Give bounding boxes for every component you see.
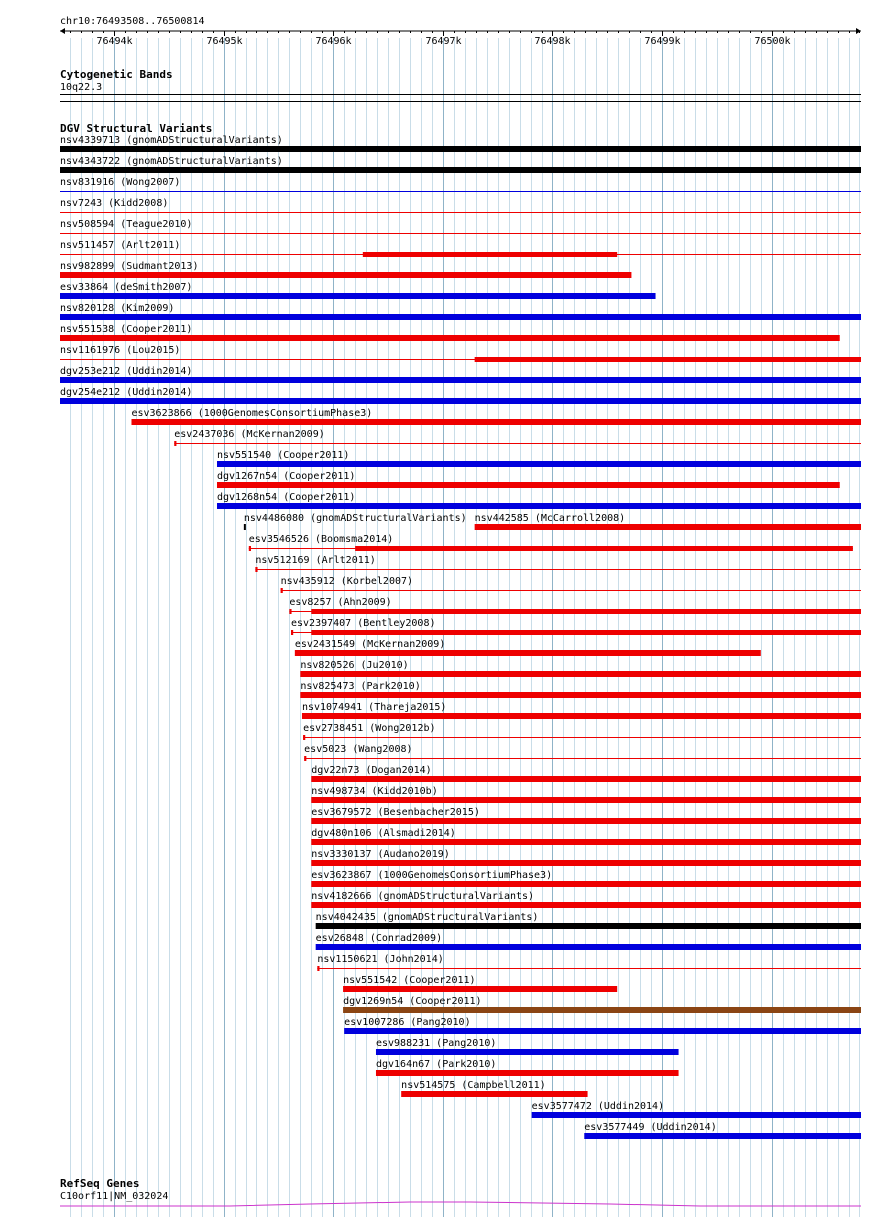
- refseq-gene-label[interactable]: C10orf11|NM_032024: [60, 1191, 169, 1202]
- dgv-variant-bar[interactable]: [316, 944, 861, 950]
- dgv-variant[interactable]: [311, 849, 861, 866]
- dgv-variant-bar[interactable]: [60, 377, 861, 383]
- dgv-variant[interactable]: [289, 597, 861, 614]
- dgv-variant-bar[interactable]: [316, 923, 861, 929]
- dgv-variant[interactable]: [60, 156, 861, 173]
- dgv-variant-bar[interactable]: [343, 986, 617, 992]
- dgv-variant-bar[interactable]: [311, 881, 861, 887]
- dgv-variant-label[interactable]: dgv164n67 (Park2010): [375, 1059, 497, 1070]
- dgv-variant-label[interactable]: dgv1267n54 (Cooper2011): [216, 471, 356, 482]
- dgv-variant-bar[interactable]: [131, 419, 861, 425]
- dgv-variant-label[interactable]: nsv7243 (Kidd2008): [60, 198, 169, 209]
- dgv-variant-label[interactable]: nsv820526 (Ju2010): [300, 660, 409, 671]
- dgv-variant[interactable]: [174, 429, 861, 446]
- dgv-variant-block[interactable]: [355, 546, 853, 551]
- refseq-track-title[interactable]: RefSeq Genes: [60, 1177, 140, 1190]
- dgv-variant[interactable]: [311, 891, 861, 908]
- dgv-variant[interactable]: [311, 828, 861, 845]
- dgv-variant-label[interactable]: dgv480n106 (Alsmadi2014): [311, 828, 456, 839]
- dgv-variant-bar[interactable]: [300, 692, 861, 698]
- dgv-variant-label[interactable]: nsv4042435 (gnomADStructuralVariants): [315, 912, 539, 923]
- dgv-variant[interactable]: [217, 471, 840, 488]
- scroll-right-arrow-icon[interactable]: [856, 28, 861, 34]
- dgv-variant-label[interactable]: esv5023 (Wang2008): [304, 744, 413, 755]
- dgv-variant[interactable]: [131, 408, 861, 425]
- dgv-variant-label[interactable]: esv2738451 (Wong2012b): [303, 723, 436, 734]
- ruler-tick-label: 76500k: [754, 36, 791, 47]
- ruler-tick-label: 76499k: [644, 36, 681, 47]
- dgv-variant-label[interactable]: dgv254e212 (Uddin2014): [60, 387, 193, 398]
- dgv-variant-block[interactable]: [303, 735, 305, 740]
- cyto-track-title[interactable]: Cytogenetic Bands: [60, 68, 173, 81]
- dgv-variant-label[interactable]: nsv1161976 (Lou2015): [60, 345, 181, 356]
- dgv-variant[interactable]: [584, 1122, 861, 1139]
- dgv-variant-bar[interactable]: [344, 1028, 861, 1034]
- dgv-variant-bar[interactable]: [295, 650, 761, 656]
- cyto-band-label[interactable]: 10q22.3: [60, 82, 103, 93]
- dgv-variant-label[interactable]: nsv4339713 (gnomADStructuralVariants): [60, 135, 283, 146]
- ruler-tick-label: 76498k: [534, 36, 571, 47]
- dgv-variant-label[interactable]: nsv512169 (Arlt2011): [255, 555, 376, 566]
- dgv-variant-label[interactable]: nsv1150621 (John2014): [317, 954, 444, 965]
- dgv-variant-bar[interactable]: [311, 776, 861, 782]
- dgv-variant-bar[interactable]: [376, 1070, 679, 1076]
- dgv-variant-label[interactable]: nsv508594 (Teague2010): [60, 219, 193, 230]
- dgv-variant-block[interactable]: [289, 609, 291, 614]
- dgv-variant-bar[interactable]: [60, 335, 840, 341]
- dgv-variant-label[interactable]: esv3679572 (Besenbacher2015): [311, 807, 480, 818]
- dgv-variant[interactable]: [303, 723, 861, 740]
- dgv-variant[interactable]: [255, 555, 861, 572]
- dgv-variant-label[interactable]: nsv498734 (Kidd2010b): [311, 786, 438, 797]
- ruler-tick-label: 76497k: [425, 36, 462, 47]
- dgv-variant[interactable]: [60, 324, 840, 341]
- dgv-variant[interactable]: [300, 660, 861, 677]
- ruler-tick-label: 76496k: [315, 36, 352, 47]
- dgv-variant[interactable]: [60, 282, 656, 299]
- scroll-left-arrow-icon[interactable]: [60, 28, 65, 34]
- dgv-variant[interactable]: [376, 1059, 679, 1076]
- dgv-variant[interactable]: [291, 618, 861, 635]
- dgv-variant-block[interactable]: [304, 756, 306, 761]
- dgv-variant-bar[interactable]: [311, 839, 861, 845]
- dgv-variant[interactable]: [249, 534, 853, 551]
- dgv-variant[interactable]: [217, 450, 861, 467]
- dgv-variant[interactable]: [316, 933, 861, 950]
- dgv-variant-bar[interactable]: [584, 1133, 861, 1139]
- dgv-variant-label[interactable]: esv988231 (Pang2010): [375, 1038, 497, 1049]
- dgv-variant-bar[interactable]: [401, 1091, 587, 1097]
- dgv-variant[interactable]: [217, 492, 861, 509]
- dgv-variant[interactable]: [60, 135, 861, 152]
- dgv-variant-block[interactable]: [291, 630, 293, 635]
- dgv-variant-bar[interactable]: [60, 146, 861, 152]
- dgv-variant-block[interactable]: [249, 546, 251, 551]
- dgv-variant[interactable]: [475, 513, 861, 530]
- dgv-variant-block[interactable]: [363, 252, 617, 257]
- dgv-variant-label[interactable]: nsv551542 (Cooper2011): [343, 975, 476, 986]
- dgv-variant-label[interactable]: esv3623867 (1000GenomesConsortiumPhase3): [311, 870, 553, 881]
- dgv-variant[interactable]: [60, 261, 631, 278]
- ruler-location: chr10:76493508..76500814: [60, 16, 205, 27]
- ruler-tick-label: 76495k: [206, 36, 243, 47]
- dgv-variant-label[interactable]: nsv551540 (Cooper2011): [216, 450, 350, 461]
- dgv-variant-label[interactable]: esv2431549 (McKernan2009): [294, 639, 446, 650]
- dgv-variant[interactable]: [311, 807, 861, 824]
- dgv-variant[interactable]: [311, 870, 861, 887]
- dgv-variant-label[interactable]: esv3623866 (1000GenomesConsortiumPhase3): [131, 408, 373, 419]
- dgv-variant[interactable]: [316, 912, 861, 929]
- dgv-variant-label[interactable]: nsv982899 (Sudmant2013): [60, 261, 199, 272]
- dgv-variant-label[interactable]: nsv514575 (Campbell2011): [401, 1080, 546, 1091]
- ruler-tick-label: 76494k: [96, 36, 133, 47]
- dgv-variant-bar[interactable]: [60, 398, 861, 404]
- dgv-variant-bar[interactable]: [60, 293, 656, 299]
- dgv-variant-bar[interactable]: [60, 314, 861, 320]
- dgv-variant-label[interactable]: nsv435912 (Korbel2007): [280, 576, 414, 587]
- dgv-variant-bar[interactable]: [343, 1007, 861, 1013]
- dgv-variant-block[interactable]: [174, 441, 176, 446]
- dgv-variant-label[interactable]: dgv22n73 (Dogan2014): [311, 765, 432, 776]
- dgv-variant[interactable]: [311, 786, 861, 803]
- dgv-variant-bar[interactable]: [311, 797, 861, 803]
- dgv-variant-label[interactable]: nsv831916 (Wong2007): [60, 177, 181, 188]
- dgv-variant-label[interactable]: esv1007286 (Pang2010): [344, 1017, 471, 1028]
- dgv-variant-block[interactable]: [281, 588, 283, 593]
- dgv-variant-label[interactable]: esv2397407 (Bentley2008): [291, 618, 436, 629]
- dgv-variant-block[interactable]: [255, 567, 257, 572]
- dgv-variant-label[interactable]: esv3577472 (Uddin2014): [531, 1101, 665, 1112]
- dgv-variant-block[interactable]: [311, 630, 861, 635]
- dgv-variant[interactable]: [376, 1038, 679, 1055]
- dgv-variant[interactable]: [343, 975, 617, 992]
- dgv-variant-label[interactable]: esv8257 (Ahn2009): [289, 597, 392, 608]
- dgv-variant-label[interactable]: nsv1074941 (Thareja2015): [301, 702, 447, 713]
- dgv-variant[interactable]: [60, 345, 861, 362]
- dgv-variant-bar[interactable]: [311, 818, 861, 824]
- dgv-variant-bar[interactable]: [532, 1112, 861, 1118]
- dgv-variant-label[interactable]: nsv4343722 (gnomADStructuralVariants): [60, 156, 283, 167]
- dgv-variant-block[interactable]: [475, 357, 861, 362]
- dgv-variant-label[interactable]: esv33864 (deSmith2007): [60, 282, 193, 293]
- dgv-variant-label[interactable]: nsv825473 (Park2010): [300, 681, 421, 692]
- dgv-variant[interactable]: [311, 765, 861, 782]
- dgv-variant-label[interactable]: dgv253e212 (Uddin2014): [60, 366, 193, 377]
- dgv-variant-label[interactable]: nsv442585 (McCarroll2008): [474, 513, 626, 524]
- dgv-variant[interactable]: [304, 744, 861, 761]
- dgv-variant-bar[interactable]: [302, 713, 861, 719]
- dgv-variant-label[interactable]: dgv1268n54 (Cooper2011): [216, 492, 356, 503]
- dgv-variant-block[interactable]: [311, 609, 861, 614]
- dgv-variant-label[interactable]: nsv551538 (Cooper2011): [60, 324, 193, 335]
- dgv-variant-bar[interactable]: [376, 1049, 679, 1055]
- dgv-variant-label[interactable]: nsv3330137 (Audano2019): [311, 849, 450, 860]
- dgv-variant-bar[interactable]: [60, 167, 861, 173]
- dgv-variant[interactable]: [60, 366, 861, 383]
- dgv-variant[interactable]: [302, 702, 861, 719]
- dgv-variant[interactable]: [300, 681, 861, 698]
- dgv-variant-label[interactable]: nsv820128 (Kim2009): [60, 303, 175, 314]
- dgv-variant-block[interactable]: [317, 966, 319, 971]
- dgv-variant-label[interactable]: nsv4182666 (gnomADStructuralVariants): [311, 891, 535, 902]
- dgv-variant-bar[interactable]: [311, 860, 861, 866]
- dgv-variant[interactable]: [532, 1101, 861, 1118]
- dgv-variant-label[interactable]: nsv4486080 (gnomADStructuralVariants): [243, 513, 467, 524]
- dgv-variant[interactable]: [281, 576, 861, 593]
- dgv-variant-label[interactable]: esv3546526 (Boomsma2014): [248, 534, 394, 545]
- dgv-variant[interactable]: [295, 639, 761, 656]
- dgv-variant-bar[interactable]: [217, 461, 861, 467]
- dgv-variant-bar[interactable]: [475, 524, 861, 530]
- dgv-variant-label[interactable]: nsv511457 (Arlt2011): [60, 240, 181, 251]
- dgv-variant-bar[interactable]: [217, 503, 861, 509]
- dgv-variant-label[interactable]: esv26848 (Conrad2009): [315, 933, 443, 944]
- dgv-variant-bar[interactable]: [300, 671, 861, 677]
- dgv-variant-bar[interactable]: [311, 902, 861, 908]
- dgv-variant-label[interactable]: esv3577449 (Uddin2014): [584, 1122, 717, 1133]
- dgv-variant[interactable]: [401, 1080, 587, 1097]
- dgv-variant[interactable]: [60, 387, 861, 404]
- dgv-track-title[interactable]: DGV Structural Variants: [60, 122, 213, 135]
- dgv-variant-label[interactable]: esv2437036 (McKernan2009): [174, 429, 325, 440]
- dgv-variant-bar[interactable]: [217, 482, 840, 488]
- dgv-variant-label[interactable]: dgv1269n54 (Cooper2011): [343, 996, 482, 1007]
- dgv-variant[interactable]: [317, 954, 861, 971]
- dgv-variant-bar[interactable]: [60, 272, 631, 278]
- dgv-variant-bar[interactable]: [244, 524, 246, 530]
- dgv-variant[interactable]: [60, 240, 861, 257]
